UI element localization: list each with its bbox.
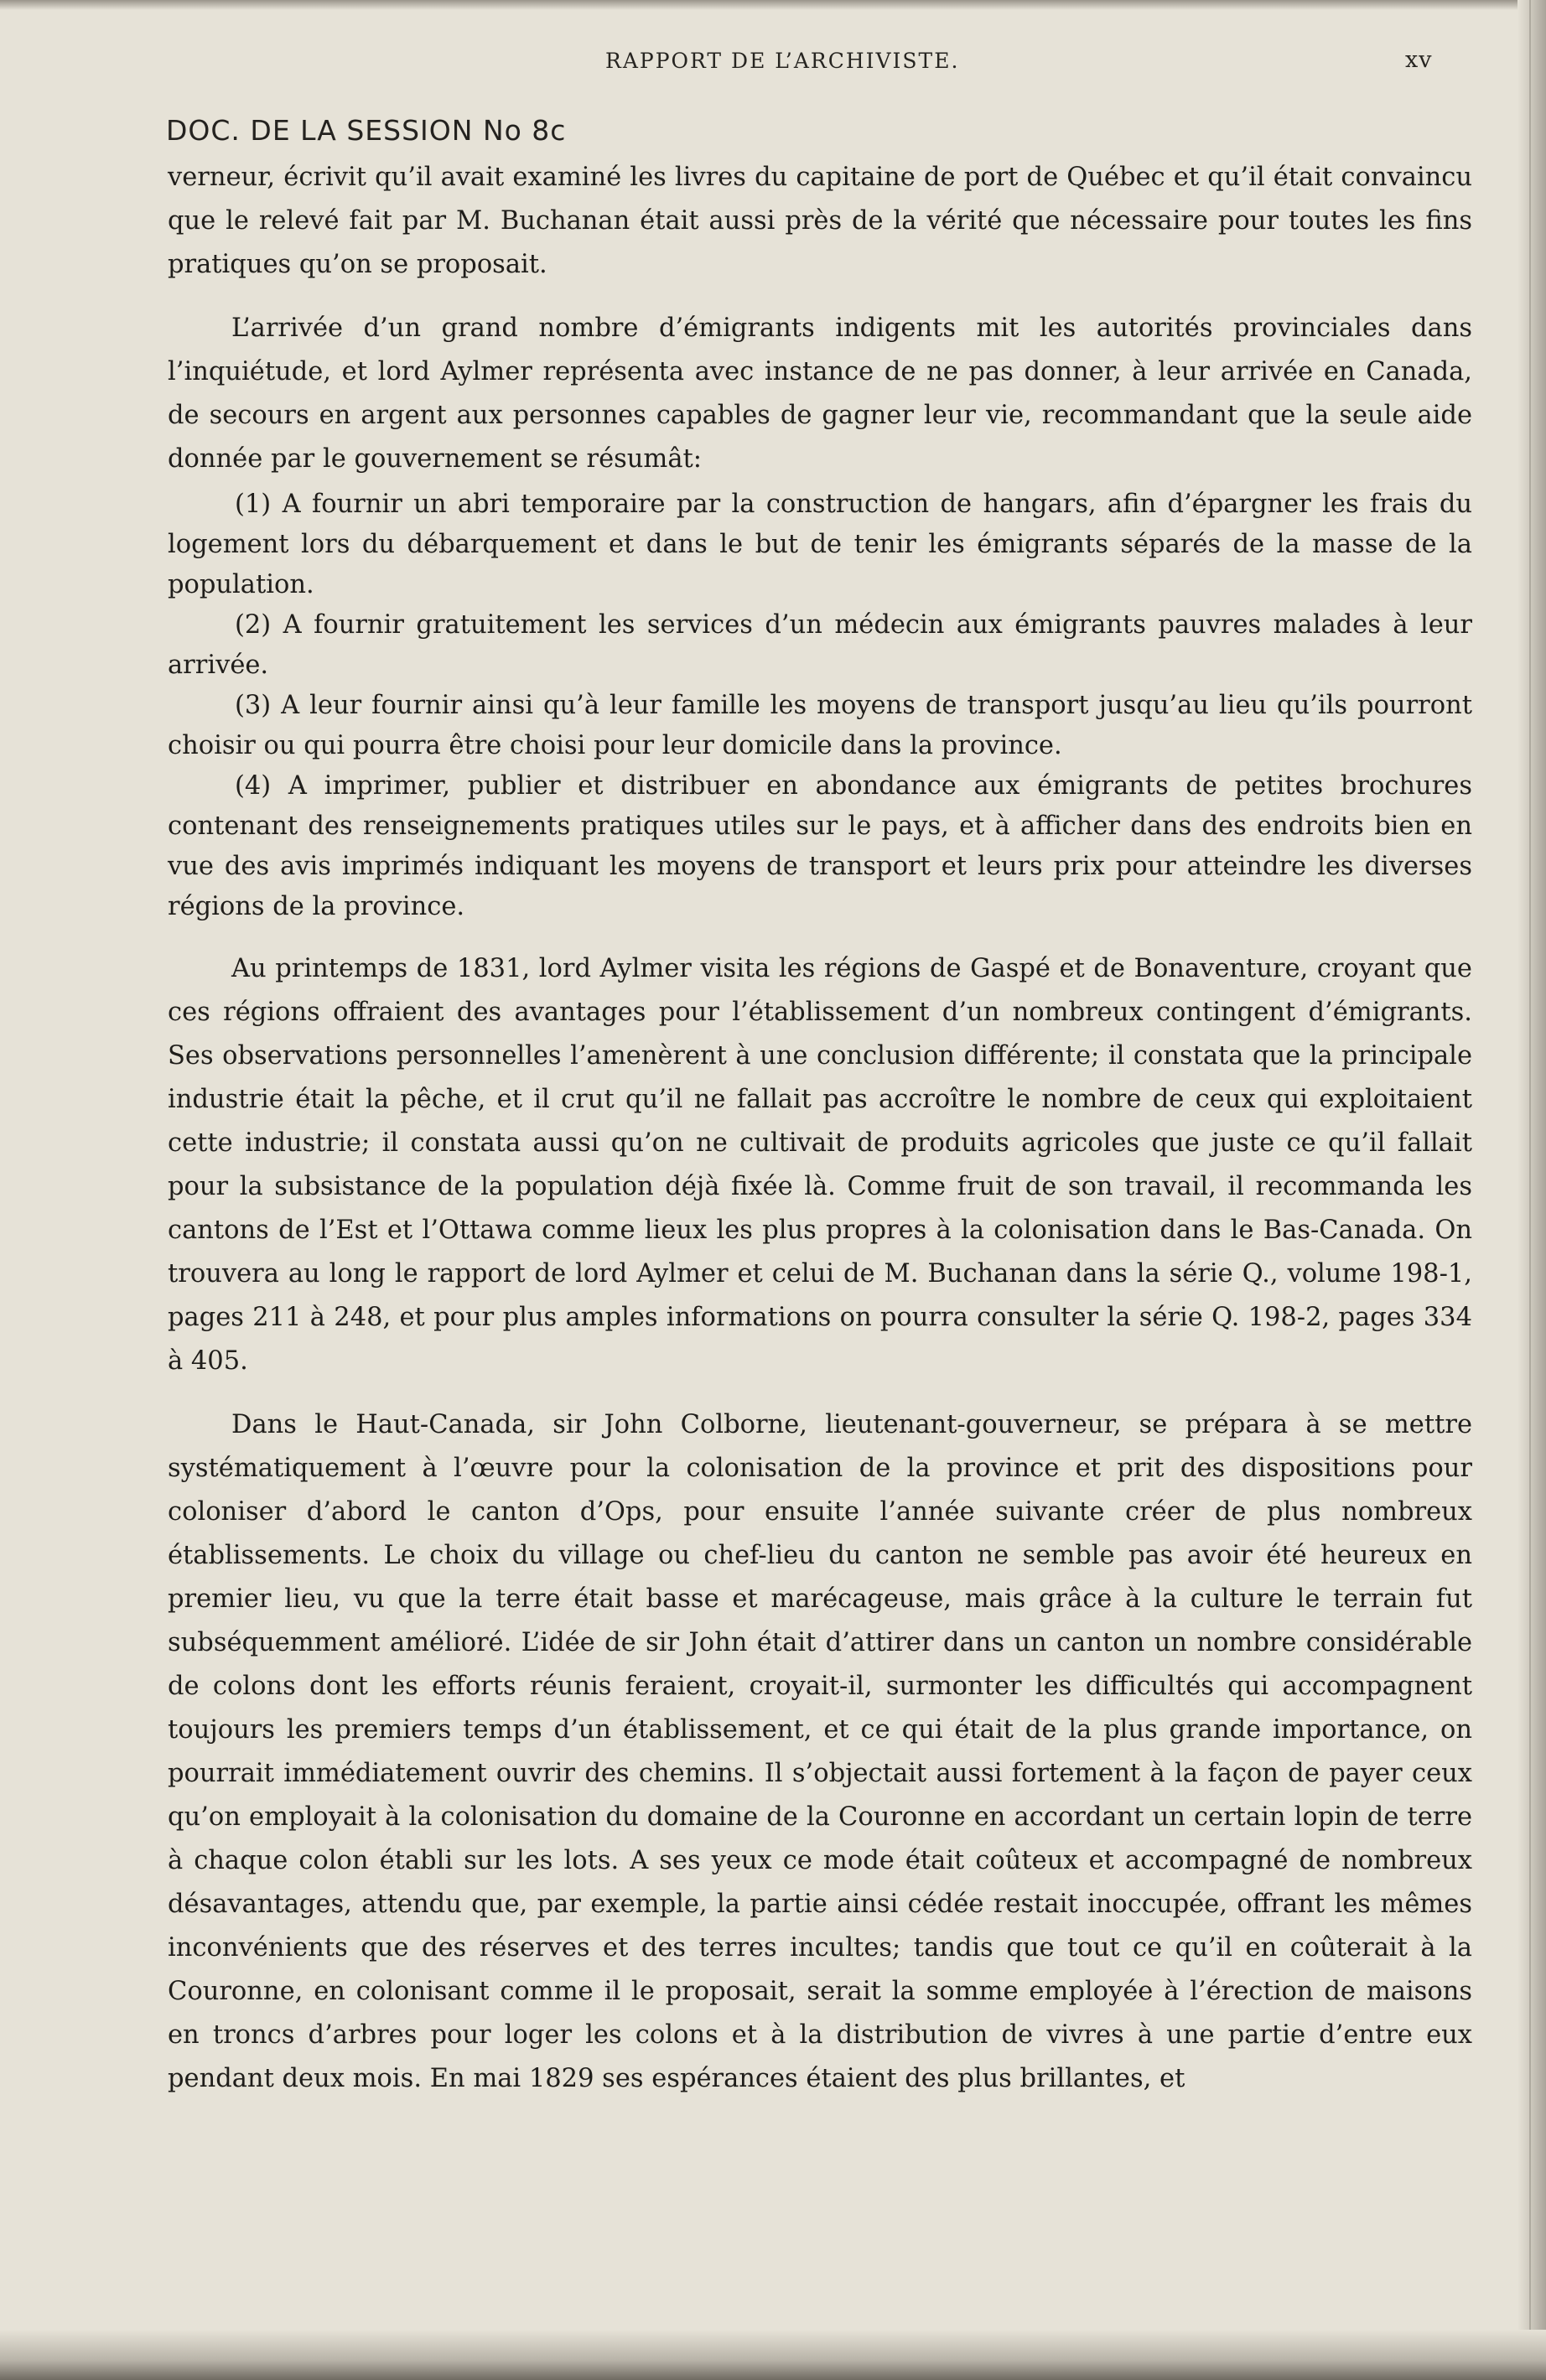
running-head: [0, 49, 1546, 82]
body-text: [168, 156, 1472, 2101]
binding-shadow-line: [1529, 0, 1531, 2380]
page-number: xv: [1405, 47, 1433, 73]
top-page-edge: [0, 0, 1546, 10]
paragraph-emigrants: L’arrivée d’un grand nombre d’émigrants indigents mit les autorités provinciales dans l’inquiétude, et lord Aylmer représenta avec instance de ne pas donner, à leur arrivée en Canada, de secours en argent aux personnes capables de gagner leur vie, recommandant que la seule aide donnée par le gouvernement se résumât:: [168, 314, 1472, 474]
running-title: RAPPORT DE L’ARCHIVISTE.: [605, 49, 960, 73]
binding-edge: [1517, 0, 1546, 2380]
paragraph-gaspe-visit: Au printemps de 1831, lord Aylmer visita les régions de Gaspé et de Bonaventure, croyant que ces régions offraient des avantages pour l’établissement d’un nombreux contingent d’émigrants. Ses observations personnelles l’amenèrent à une conclusion différente; il constata que la principale industrie était la pêche, et il crut qu’il ne fallait pas accroître le nombre de ceux qui exploitaient cette industrie; il constata aussi qu’on ne cultivait de produits agricoles que juste ce qu’il fallait pour la subsistance de la population déjà fixée là. Comme fruit de son travail, il recommanda les cantons de l’Est et l’Ottawa comme lieux les plus propres à la colonisation dans le Bas-Canada. On trouvera au long le rapport de lord Aylmer et celui de M. Buchanan dans la série Q., volume 198-1, pages 211 à 248, et pour plus amples informations on pourra consulter la série Q. 198-2, pages 334 à 405.: [168, 954, 1472, 1376]
paragraph-haut-canada: Dans le Haut-Canada, sir John Colborne, lieutenant-gouverneur, se prépara à se mettre systématiquement à l’œuvre pour la colonisation de la province et prit des dispositions pour coloniser d’abord le canton d’Ops, pour ensuite l’année suivante créer de plus nombreux établissements. Le choix du village ou chef-lieu du canton ne semble pas avoir été heureux en premier lieu, vu que la terre était basse et marécageuse, mais grâce à la culture le terrain fut subséquemment amélioré. L’idée de sir John était d’attirer dans un canton un nombre considérable de colons dont les efforts réunis feraient, croyait-il, surmonter les difficultés qui accompagnent toujours les premiers temps d’un établissement, et ce qui était de la plus grande importance, on pourrait immédiatement ouvrir des chemins. Il s’objectait aussi fortement à la façon de payer ceux qu’on employait à la colonisation du domaine de la Couronne en accordant un certain lopin de terre à chaque colon établi sur les lots. A ses yeux ce mode était coûteux et accompagné de nombreux désavantages, attendu que, par exemple, la partie ainsi cédée restait inoccupée, offrant les mêmes inconvénients que des réserves et des terres incultes; tandis que tout ce qu’il en coûterait à la Couronne, en colonisant comme il le proposait, serait la somme employée à l’érection de maisons en troncs d’arbres pour loger les colons et à la distribution de vivres à une partie d’entre eux pendant deux mois. En mai 1829 ses espérances étaient des plus brillantes, et: [168, 1410, 1472, 2093]
paragraph-continuation: verneur, écrivit qu’il avait examiné les livres du capitaine de port de Québec et qu’il était convaincu que le relevé fait par M. Buchanan était aussi près de la vérité que nécessaire pour toutes les fins pratiques qu’on se proposait.: [168, 163, 1472, 279]
bottom-page-edge: [0, 2330, 1546, 2380]
aid-list: [168, 485, 1472, 927]
session-label: DOC. DE LA SESSION No 8c: [166, 114, 567, 147]
list-item: (4) A imprimer, publier et distribuer en abondance aux émigrants de petites brochures contenant des renseignements pratiques utiles sur le pays, et à afficher dans des endroits bien en vue des avis imprimés indiquant les moyens de transport et leurs prix pour atteindre les diverses régions de la province.: [168, 771, 1472, 921]
list-item: (2) A fournir gratuitement les services d’un médecin aux émigrants pauvres malades à leur arrivée.: [168, 610, 1472, 680]
list-item: (1) A fournir un abri temporaire par la construction de hangars, afin d’épargner les frais du logement lors du débarquement et dans le but de tenir les émigrants séparés de la masse de la population.: [168, 490, 1472, 599]
list-item: (3) A leur fournir ainsi qu’à leur famille les moyens de transport jusqu’au lieu qu’ils pourront choisir ou qui pourra être choisi pour leur domicile dans la province.: [168, 691, 1472, 760]
